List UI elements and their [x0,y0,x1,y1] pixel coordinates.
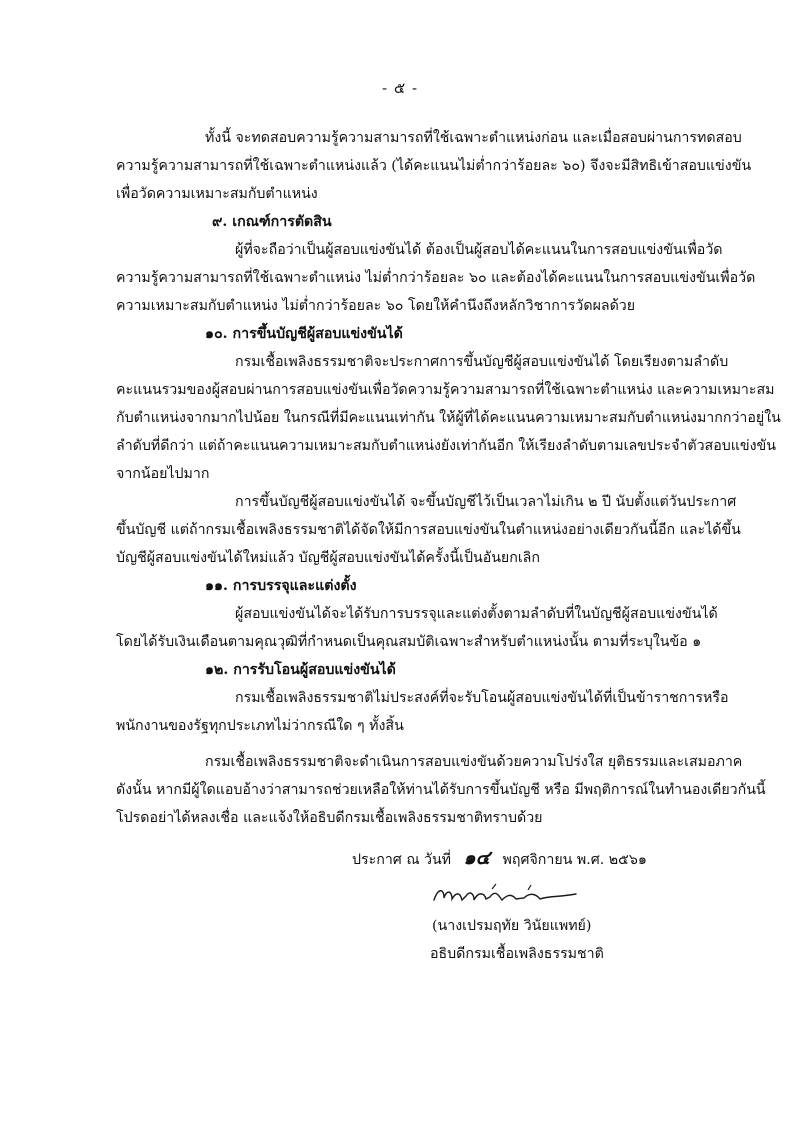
intro-line-3: เพื่อวัดความเหมาะสมกับตำแหน่ง [116,186,318,202]
closing-line-1: กรมเชื้อเพลิงธรรมชาติจะดำเนินการสอบแข่งขันด้วยความโปร่งใส ยุติธรรมและเสมอภาค [205,754,743,770]
section10-p1-line-3: กับตำแหน่งจากมากไปน้อย ในกรณีที่มีคะแนนเท่ากัน ให้ผู้ที่ได้คะแนนความเหมาะสมกับตำแหน่งมากกว่าอยู่ใน [116,410,781,426]
section10-p1-line-2: คะแนนรวมของผู้สอบผ่านการสอบแข่งขันเพื่อวัดความรู้ความสามารถที่ใช้เฉพาะตำแหน่ง และความเหมาะสม [116,382,775,398]
signer-name: (นางเปรมฤทัย วินัยแพทย์) [432,918,592,934]
section10-p1-line-1: กรมเชื้อเพลิงธรรมชาติจะประกาศการขึ้นบัญชีผู้สอบแข่งขันได้ โดยเรียงตามลำดับ [235,354,729,370]
closing-line-2: ดังนั้น หากมีผู้ใดแอบอ้างว่าสามารถช่วยเหลือให้ท่านได้รับการขึ้นบัญชี หรือ มีพฤติการณ์ในทำนองเดียวกันนี้ [116,782,766,798]
intro-line-1: ทั้งนี้ จะทดสอบความรู้ความสามารถที่ใช้เฉพาะตำแหน่งก่อน และเมื่อสอบผ่านการทดสอบ [205,130,742,146]
section9-line-2: ความรู้ความสามารถที่ใช้เฉพาะตำแหน่ง ไม่ต่ำกว่าร้อยละ ๖๐ และต้องได้คะแนนในการสอบแข่งขันเพื่อวัด [116,270,756,286]
announce-date [352,848,647,870]
section11-heading: ๑๑. การบรรจุและแต่งตั้ง [205,578,357,594]
section12-line-2: พนักงานของรัฐทุกประเภทไม่ว่ากรณีใด ๆ ทั้งสิ้น [116,718,404,734]
announce-month-year: พฤศจิกายน พ.ศ. ๒๕๖๑ [502,852,647,868]
signer-title: อธิบดีกรมเชื้อเพลิงธรรมชาติ [430,946,604,962]
section10-p2-line-3: บัญชีผู้สอบแข่งขันได้ใหม่แล้ว บัญชีผู้สอบแข่งขันได้ครั้งนี้เป็นอันยกเลิก [116,550,540,566]
handwritten-signature [430,880,580,908]
announce-day: ๑๔ [463,847,490,869]
closing-line-3: โปรดอย่าได้หลงเชื่อ และแจ้งให้อธิบดีกรมเชื้อเพลิงธรรมชาติทราบด้วย [116,810,543,826]
section11-line-1: ผู้สอบแข่งขันได้จะได้รับการบรรจุและแต่งตั้งตามลำดับที่ในบัญชีผู้สอบแข่งขันได้ [235,606,718,622]
section10-p1-line-5: จากน้อยไปมาก [116,466,210,482]
page-number: - ๕ - [381,79,419,97]
section9-heading: ๙. เกณฑ์การตัดสิน [212,214,332,230]
intro-line-2: ความรู้ความสามารถที่ใช้เฉพาะตำแหน่งแล้ว (ได้คะแนนไม่ต่ำกว่าร้อยละ ๖๐) จึงจะมีสิทธิเข้าสอบแข่งขัน [116,158,752,174]
section9-line-1: ผู้ที่จะถือว่าเป็นผู้สอบแข่งขันได้ ต้องเป็นผู้สอบได้คะแนนในการสอบแข่งขันเพื่อวัด [235,242,723,258]
announce-prefix: ประกาศ ณ วันที่ [352,852,452,868]
section10-p2-line-1: การขึ้นบัญชีผู้สอบแข่งขันได้ จะขึ้นบัญชีไว้เป็นเวลาไม่เกิน ๒ ปี นับตั้งแต่วันประกาศ [235,494,737,510]
section10-heading: ๑๐. การขึ้นบัญชีผู้สอบแข่งขันได้ [205,326,403,342]
section9-line-3: ความเหมาะสมกับตำแหน่ง ไม่ต่ำกว่าร้อยละ ๖๐ โดยให้คำนึงถึงหลักวิชาการวัดผลด้วย [116,298,636,314]
section12-heading: ๑๒. การรับโอนผู้สอบแข่งขันได้ [205,662,396,678]
section11-line-2: โดยได้รับเงินเดือนตามคุณวุฒิที่กำหนดเป็นคุณสมบัติเฉพาะสำหรับตำแหน่งนั้น ตามที่ระบุในข้อ ๑ [116,634,702,650]
section10-p2-line-2: ขึ้นบัญชี แต่ถ้ากรมเชื้อเพลิงธรรมชาติได้จัดให้มีการสอบแข่งขันในตำแหน่งอย่างเดียวกันนี้อีก และได้ขึ้น [116,522,741,538]
section10-p1-line-4: ลำดับที่ดีกว่า แต่ถ้าคะแนนความเหมาะสมกับตำแหน่งยังเท่ากันอีก ให้เรียงลำดับตามเลขประจำตัวสอบแข่งขัน [116,438,776,454]
section12-line-1: กรมเชื้อเพลิงธรรมชาติไม่ประสงค์ที่จะรับโอนผู้สอบแข่งขันได้ที่เป็นข้าราชการหรือ [235,690,729,706]
